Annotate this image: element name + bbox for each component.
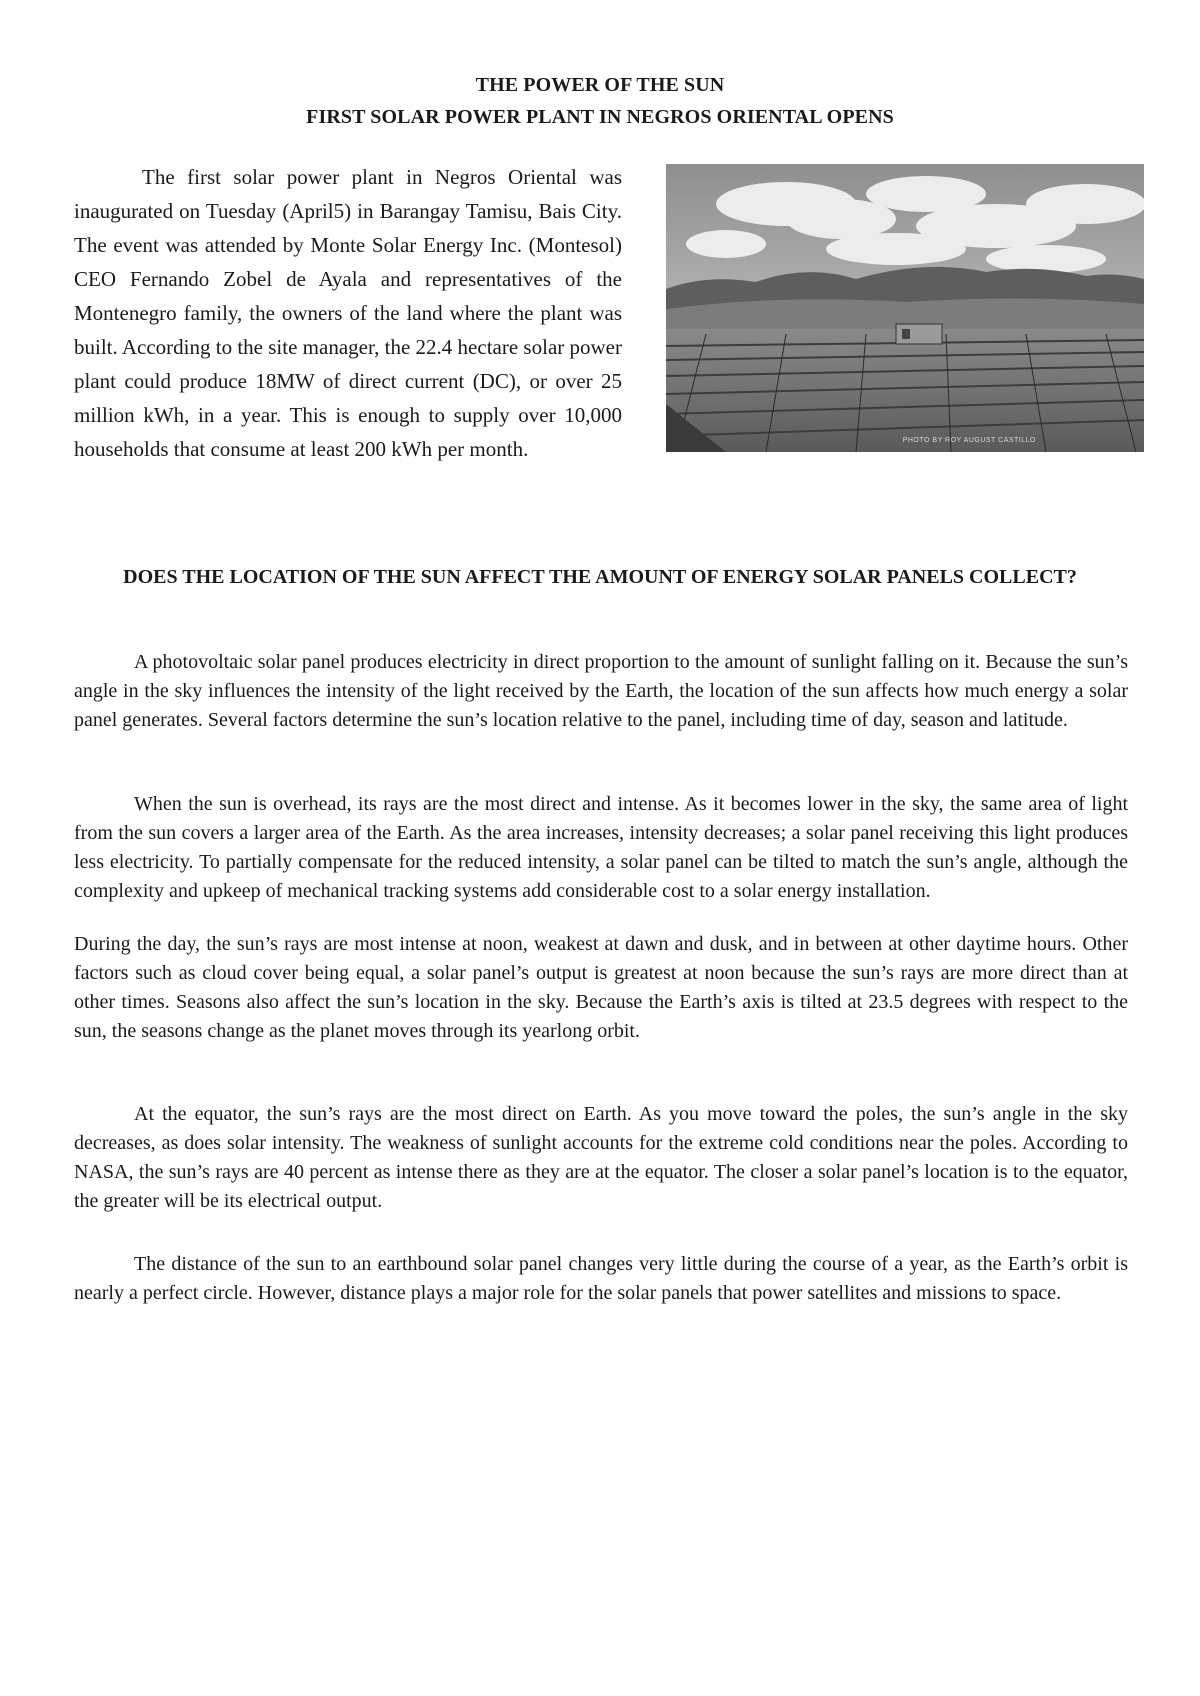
photo-credit: PHOTO BY ROY AUGUST CASTILLO [902,437,1036,444]
intro-paragraph [74,160,622,466]
body-paragraph [74,648,1128,735]
intro-text: The first solar power plant in Negros Oriental was inaugurated on Tuesday (April5) in Barangay Tamisu, Bais City. The event was attended by Monte Solar Energy Inc. (Montesol) CEO Fernando Zobel de Ayala and representatives of the Montenegro family, the owners of the land where the plant was built. According to the site manager, the 22.4 hectare solar power plant could produce 18MW of direct current (DC), or over 25 million kWh, in a year. This is enough to supply over 10,000 households that consume at least 200 kWh per month. [74,165,622,461]
document-title: THE POWER OF THE SUN [475,74,725,96]
document-subtitle: FIRST SOLAR POWER PLANT IN NEGROS ORIENTAL OPENS [306,106,894,128]
paragraph-text: At the equator, the sun’s rays are the most direct on Earth. As you move toward the poles, the sun’s angle in the sky decreases, as does solar intensity. The weakness of sunlight accounts for the extreme cold conditions near the poles. According to NASA, the sun’s rays are 40 percent as intense there as they are at the equator. The closer a solar panel’s location is to the equator, the greater will be its electrical output. [74,1103,1128,1212]
solar-plant-photo [666,164,1144,452]
section-heading: DOES THE LOCATION OF THE SUN AFFECT THE AMOUNT OF ENERGY SOLAR PANELS COLLECT? [123,566,1077,588]
paragraph-text: A photovoltaic solar panel produces electricity in direct proportion to the amount of sunlight falling on it. Because the sun’s angle in the sky influences the intensity of the light received by the Earth, the location of the sun affects how much energy a solar panel generates. Several factors determine the sun’s location relative to the panel, including time of day, season and latitude. [74,651,1128,731]
solar-plant-photo-graphic [666,164,1144,452]
body-paragraph [74,930,1128,1046]
paragraph-text: When the sun is overhead, its rays are the most direct and intense. As it becomes lower in the sky, the same area of light from the sun covers a larger area of the Earth. As the area increases, intensity decreases; a solar panel receiving this light produces less electricity. To partially compensate for the reduced intensity, a solar panel can be tilted to match the sun’s angle, although the complexity and upkeep of mechanical tracking systems add considerable cost to a solar energy installation. [74,793,1128,902]
body-paragraph [74,1250,1128,1308]
body-paragraph [74,790,1128,906]
body-paragraph [74,1100,1128,1216]
paragraph-text: During the day, the sun’s rays are most intense at noon, weakest at dawn and dusk, and in between at other daytime hours. Other factors such as cloud cover being equal, a solar panel’s output is greatest at noon because the sun’s rays are more direct than at other times. Seasons also affect the sun’s location in the sky. Because the Earth’s axis is tilted at 23.5 degrees with respect to the sun, the seasons change as the planet moves through its yearlong orbit. [74,933,1128,1042]
paragraph-text: The distance of the sun to an earthbound solar panel changes very little during the course of a year, as the Earth’s orbit is nearly a perfect circle. However, distance plays a major role for the solar panels that power satellites and missions to space. [74,1253,1128,1304]
